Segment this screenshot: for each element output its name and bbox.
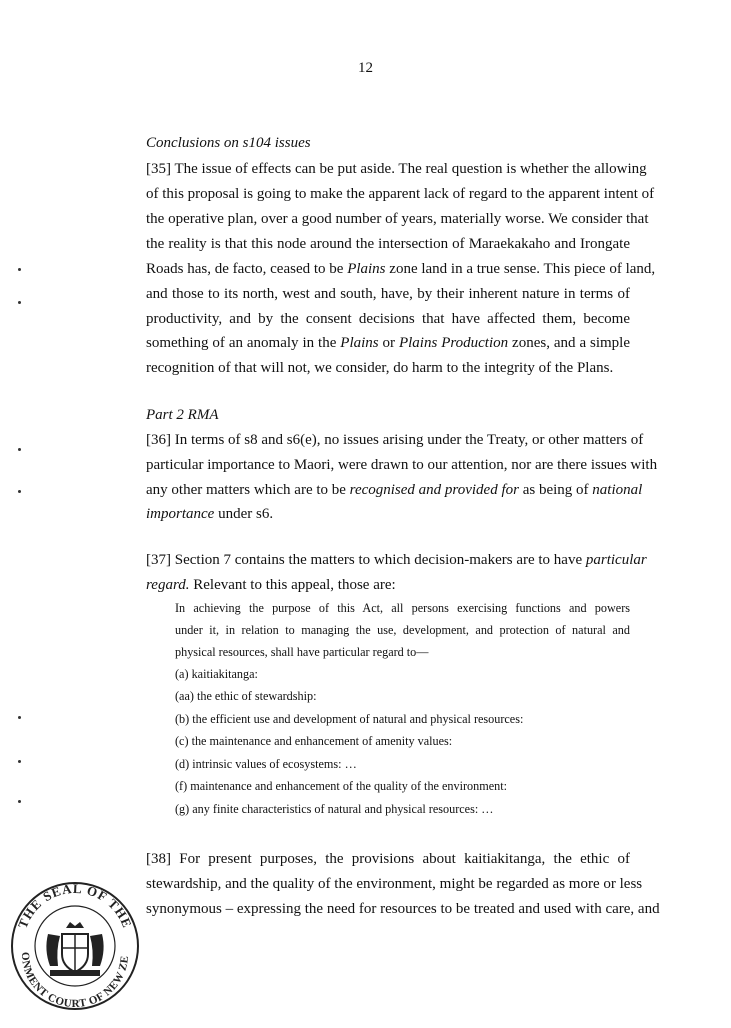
quote-item-f: (f) maintenance and enhancement of the quality of the environment:	[175, 779, 507, 793]
para-35-line-3: the operative plan, over a good number of years, materially worse. We consider that	[146, 211, 649, 227]
para-38-line-3: synonymous – expressing the need for resources to be treated and used with care, and	[146, 901, 660, 917]
quote-item-d: (d) intrinsic values of ecosystems: …	[175, 757, 357, 771]
para-37-line-1: [37] Section 7 contains the matters to which decision-makers are to have particular	[146, 552, 647, 568]
margin-mark	[18, 490, 21, 493]
margin-mark	[18, 268, 21, 271]
quote-item-a: (a) kaitiakitanga:	[175, 667, 258, 681]
para-38-line-1: [38] For present purposes, the provisions about kaitiakitanga, the ethic of	[146, 851, 630, 867]
margin-mark	[18, 448, 21, 451]
court-seal	[10, 862, 140, 1022]
coat-of-arms-icon	[46, 922, 103, 976]
para-35-line-7: productivity, and by the consent decisions that have affected them, become	[146, 311, 630, 327]
margin-mark	[18, 716, 21, 719]
section-heading-conclusions: Conclusions on s104 issues	[146, 135, 311, 151]
para-35-line-9: recognition of that will not, we consider, do harm to the integrity of the Plans.	[146, 360, 614, 376]
section-heading-part-2: Part 2 RMA	[146, 407, 219, 423]
para-37-line-2: regard. Relevant to this appeal, those are:	[146, 577, 396, 593]
para-35-line-1: [35] The issue of effects can be put aside. The real question is whether the allowing	[146, 161, 647, 177]
seal-top-text: THE SEAL OF THE	[14, 880, 136, 931]
quote-item-aa: (aa) the ethic of stewardship:	[175, 689, 317, 703]
quote-line-1: In achieving the purpose of this Act, all persons exercising functions and powers	[175, 601, 630, 615]
quote-line-2: under it, in relation to managing the use, development, and protection of natural and	[175, 623, 630, 637]
para-35-line-2: of this proposal is going to make the apparent lack of regard to the apparent intent of	[146, 186, 655, 202]
page-number: 12	[358, 60, 373, 76]
para-38-line-2: stewardship, and the quality of the environment, might be regarded as more or less	[146, 876, 643, 892]
quote-item-g: (g) any finite characteristics of natural and physical resources: …	[175, 802, 494, 816]
quote-item-b: (b) the efficient use and development of natural and physical resources:	[175, 712, 524, 726]
para-36-line-3: any other matters which are to be recognised and provided for as being of national	[146, 482, 643, 498]
seal-bottom-text: ONMENT COURT OF NEW ZE	[18, 951, 132, 1011]
para-35-line-6: and those to its north, west and south, have, by their inherent nature in terms of	[146, 286, 630, 302]
quote-item-c: (c) the maintenance and enhancement of amenity values:	[175, 734, 453, 748]
margin-mark	[18, 760, 21, 763]
para-36-line-2: particular importance to Maori, were drawn to our attention, nor are there issues with	[146, 457, 658, 473]
para-35-line-8: something of an anomaly in the Plains or Plains Production zones, and a simple	[146, 335, 631, 351]
para-36-line-4: importance under s6.	[146, 506, 274, 522]
margin-mark	[18, 800, 21, 803]
para-35-line-5: Roads has, de facto, ceased to be Plains zone land in a true sense. This piece of land,	[146, 261, 656, 277]
margin-mark	[18, 301, 21, 304]
quote-line-3: physical resources, shall have particular regard to—	[175, 645, 429, 659]
para-35-line-4: the reality is that this node around the intersection of Maraekakaho and Irongate	[146, 236, 630, 252]
para-36-line-1: [36] In terms of s8 and s6(e), no issues arising under the Treaty, or other matters of	[146, 432, 644, 448]
court-seal-emblem	[10, 862, 140, 1022]
